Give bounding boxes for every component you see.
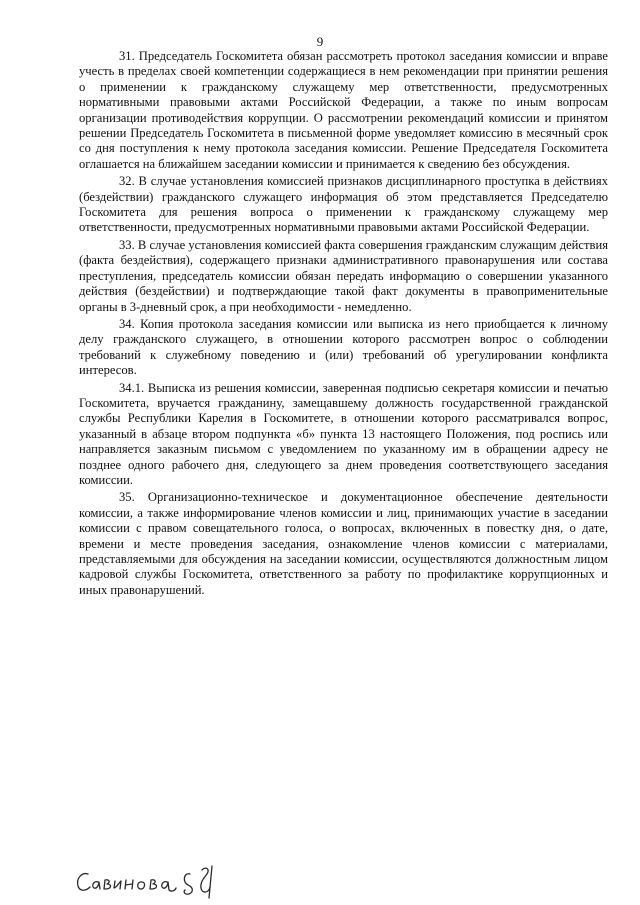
paragraph-31: 31. Председатель Госкомитета обязан рассмотреть протокол заседания комиссии и вправе учесть в пределах своей компетенции содержащиеся в нем рекомендации при принятии решения о применении к гражданскому служащему мер ответственности, предусмотренных нормативными правовыми актами Российской Федерации, а также по иным вопросам организации противодействия коррупции. О рассмотрении рекомендаций комиссии и принятом решении Председатель Госкомитета в письменной форме уведомляет комиссию в месячный срок со дня поступления к нему протокола заседания комиссии. Решение Председателя Госкомитета оглашается на ближайшем заседании комиссии и принимается к сведению без обсуждения. (79, 49, 608, 171)
paragraph-33: 33. В случае установления комиссией факта совершения гражданским служащим действия (факта бездействия), содержащего признаки административного правонарушения или состава преступления, председатель комиссии обязан передать информацию о совершении указанного действия (бездействии) и подтверждающие такой факт документы в правоприменительные органы в 3-дневный срок, а при необходимости - немедленно. (79, 237, 608, 314)
paragraph-32: 32. В случае установления комиссией признаков дисциплинарного проступка в действиях (бездействии) гражданского служащего информация об этом представляется Председателю Госкомитета для решения вопроса о применении к гражданскому служащему мер ответственности, предусмотренных нормативными правовыми актами Российской Федерации. (79, 174, 608, 235)
page-number: 9 (316, 34, 324, 49)
handwritten-signature (72, 860, 242, 900)
paragraph-34-1: 34.1. Выписка из решения комиссии, заверенная подписью секретаря комиссии и печатью Госкомитета, вручается гражданину, замещавшему должность государственной гражданской службы Республики Карелия в Госкомитете, в отношении которого рассматривался вопрос, указанный в абзаце втором подпункта «б» пункта 13 настоящего Положения, под роспись или направляется заказным письмом с уведомлением по указанному им в обращении адресу не позднее одного рабочего дня, следующего за днем проведения соответствующего заседания комиссии. (79, 380, 608, 487)
paragraph-35: 35. Организационно-техническое и документационное обеспечение деятельности комиссии, а также информирование членов комиссии и лиц, принимающих участие в заседании комиссии с правом совещательного голоса, о вопросах, включенных в повестку дня, о дате, времени и месте проведения заседания, ознакомление членов комиссии с материалами, представляемыми для обсуждения на заседании комиссии, осуществляются должностным лицом кадровой службы Госкомитета, ответственного за работу по профилактике коррупционных и иных правонарушений. (79, 490, 608, 597)
signature-drawing (72, 860, 242, 900)
document-body (79, 49, 608, 600)
paragraph-34: 34. Копия протокола заседания комиссии или выписка из него приобщается к личному делу гражданского служащего, в отношении которого рассмотрен вопрос о соблюдении требований к служебному поведению и (или) требований об урегулировании конфликта интересов. (79, 316, 608, 378)
